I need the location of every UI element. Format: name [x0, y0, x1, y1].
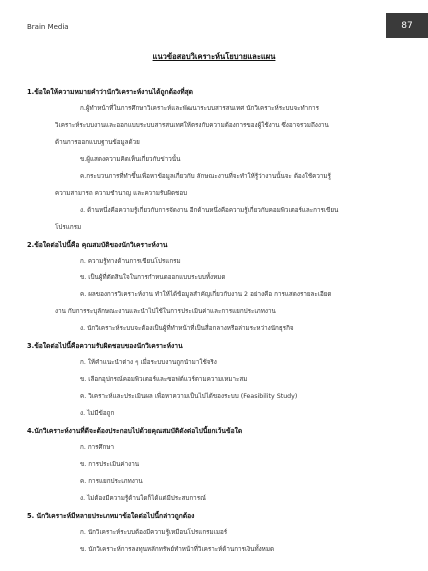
answer-option: ง. ด้านหนึ่งคือความรู้เกี่ยวกับการจัดงาน อีกด้านหนึ่งคือความรู้เกี่ยวกับคอมพิวเตอร์และการเขียน	[80, 206, 339, 214]
answer-option: ก. ให้คำแนะนำต่าง ๆ เมื่อระบบงานถูกนำมาใช้จริง	[80, 359, 217, 367]
question-text: 4.นักวิเคราะห์งานที่ดีจะต้องประกอบไปด้วยคุณสมบัติดังต่อไปนี้ยกเว้นข้อใด	[27, 427, 243, 435]
answer-option: ข. นักวิเคราะห์การลงทุนหลักทรัพย์ทำหน้าที่วิเคราะห์ด้านการเงินทั้งหมด	[80, 545, 275, 553]
answer-option: ข. เป็นผู้ที่ตัดสินใจในการกำหนดออกแบบระบบทั้งหมด	[80, 274, 226, 282]
answer-option: ง. นักวิเคราะห์ระบบจะต้องเป็นผู้ที่ทำหน้าที่เป็นสื่อกลางหรือล่ามระหว่างนักธุรกิจ	[80, 325, 294, 333]
page-number-badge: 87	[386, 13, 428, 38]
answer-option: ง. ไม่ต้องมีความรู้ด้านใดก็ได้แต่มีประสบการณ์	[80, 494, 206, 502]
answer-option: ค. วิเคราะห์และประเมินผล เพื่อหาความเป็นไปได้ของระบบ (Feasibility Study)	[80, 393, 298, 401]
answer-continuation: วิเคราะห์ระบบงานและออกแบบระบบสารสนเทศให้ตรงกับความต้องการของผู้ใช้งาน ซึ่งอาจรวมถึงงาน	[55, 121, 329, 129]
question-text: 2.ข้อใดต่อไปนี้คือ คุณสมบัติของนักวิเคราะห์งาน	[27, 240, 168, 249]
answer-option: ก. ความรู้ทางด้านการเขียนโปรแกรม	[80, 257, 181, 265]
answer-option: ข.ผู้แสดงความคิดเห็นเกี่ยวกับข่าวนั้น	[80, 155, 181, 163]
answer-continuation: โปรแกรม	[55, 223, 82, 231]
answer-option: ค. ผลของการวิเคราะห์งาน ทำให้ได้ข้อมูลสำคัญเกี่ยวกับงาน 2 อย่างคือ การแสดงรายละเอียด	[80, 291, 332, 299]
answer-option: ก.ผู้ทำหน้าที่ในการศึกษาวิเคราะห์และพัฒนาระบบสารสนเทศ นักวิเคราะห์ระบบจะทำการ	[80, 104, 319, 112]
answer-option: ก. การศึกษา	[80, 443, 115, 451]
question-text: 3.ข้อใดต่อไปนี้คือความรับผิดชอบของนักวิเคราะห์งาน	[27, 342, 183, 351]
answer-option: ข. การประเมินค่างาน	[80, 460, 140, 468]
answer-continuation: ด้านการออกแบบฐานข้อมูลด้วย	[55, 138, 140, 146]
question-text: 5. นักวิเคราะห์มีหลายประเภทมาข้อใดต่อไปนี้กล่าวถูกต้อง	[27, 511, 195, 520]
question-text: 1.ข้อใดให้ความหมายคำว่านักวิเคราะห์งานได้ถูกต้องที่สุด	[27, 88, 194, 96]
document-title: แนวข้อสอบวิเคราะห์นโยบายและแผน	[152, 52, 276, 61]
answer-option: ค. การแยกประเภทงาน	[80, 477, 143, 485]
answer-continuation: งาน กับการระบุลักษณะงานและนำไปใช้ในการประเมินค่าและการแยกประเภทงาน	[55, 308, 276, 316]
answer-option: ก. นักวิเคราะห์ระบบต้องมีความรู้เหมือนโปรแกรมเมอร์	[80, 528, 228, 536]
brand-name: Brain Media	[27, 23, 69, 31]
answer-option: ค.กระบวนการที่ทำขึ้นเพื่อหาข้อมูลเกี่ยวกับ ลักษณะงานที่จะทำให้รู้ว่างานนั้นจะ ต้องใช้ความรู้	[80, 172, 331, 180]
answer-option: ง. ไม่มีข้อถูก	[80, 410, 115, 418]
answer-continuation: ความสามารถ ความชำนาญ และความรับผิดชอบ	[55, 189, 188, 197]
answer-option: ข. เลือกอุปกรณ์คอมพิวเตอร์และซอฟต์แวร์ตามความเหมาะสม	[80, 376, 248, 384]
